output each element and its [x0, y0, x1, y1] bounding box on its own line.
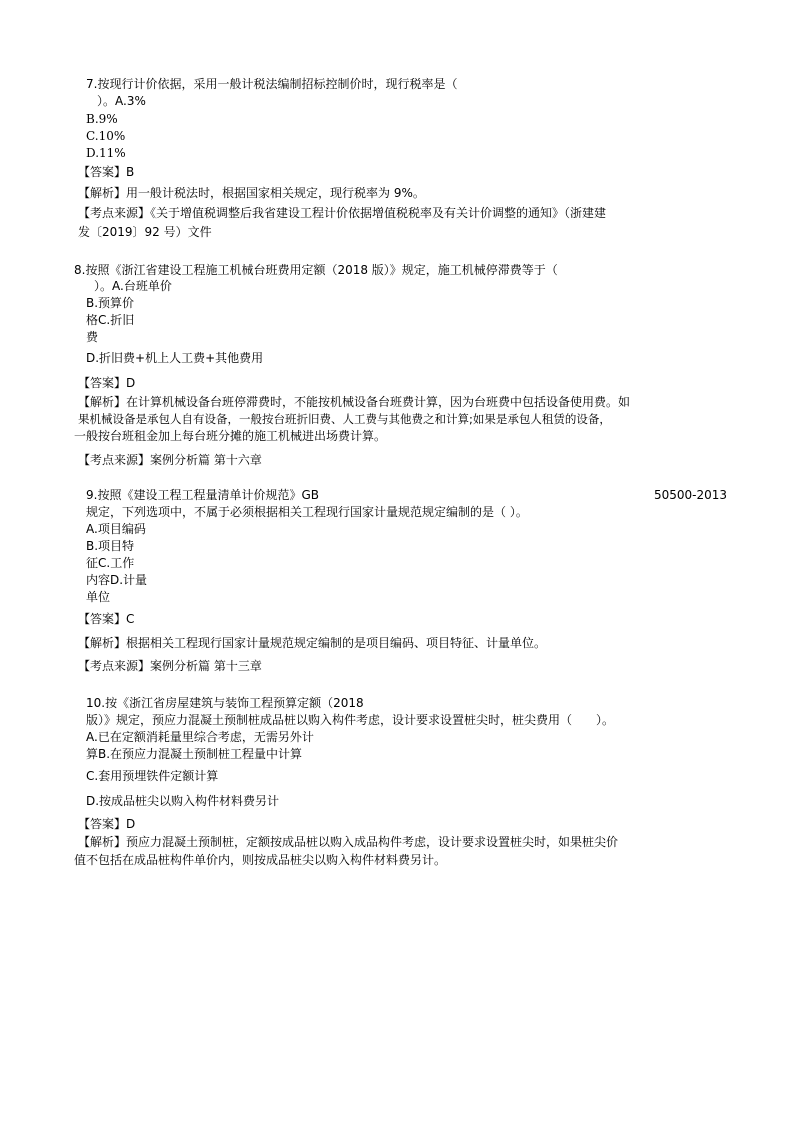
option-a: A.项目编码 [86, 522, 146, 536]
option-d: 内容D.计量 [86, 573, 148, 587]
explanation: 【解析】根据相关工程现行国家计量规范规定编制的是项目编码、项目特征、计量单位。 [78, 636, 547, 650]
option-a: ）。A.3% [97, 94, 146, 108]
option-d: D.折旧费+机上人工费+其他费用 [86, 351, 264, 365]
option-c: 征C.工作 [86, 556, 135, 570]
explanation: 【解析】用一般计税法时，根据国家相关规定，现行税率为 9%。 [78, 186, 425, 200]
answer: 【答案】D [78, 817, 136, 831]
answer: 【答案】C [78, 612, 135, 626]
question-stem: 7.按现行计价依据，采用一般计税法编制招标控制价时，现行税率是（ [86, 77, 458, 91]
option-b: B.预算价 [86, 296, 135, 310]
option-d: D.11% [86, 146, 126, 160]
explanation: 【解析】预应力混凝土预制桩，定额按成品桩以购入成品构件考虑，设计要求设置桩尖时，如果桩尖价 [78, 835, 619, 849]
answer: 【答案】D [78, 376, 136, 390]
answer: 【答案】B [78, 165, 135, 179]
source: 【考点来源】案例分析篇 第十六章 [78, 453, 262, 467]
explanation-continued: 一般按台班租金加上每台班分摊的施工机械进出场费计算。 [74, 429, 387, 443]
source-continued: 发〔2019〕92 号）文件 [78, 225, 212, 239]
explanation: 【解析】在计算机械设备台班停滞费时，不能按机械设备台班费计算，因为台班费中包括设备使用费。如 [78, 395, 631, 409]
source: 【考点来源】案例分析篇 第十三章 [78, 659, 262, 673]
option-c-continued: 费 [86, 330, 99, 344]
option-c: C.套用预埋铁件定额计算 [86, 769, 219, 783]
question-stem-code: 50500-2013 [654, 488, 728, 502]
option-c: C.10% [86, 129, 126, 143]
question-stem: 8.按照《浙江省建设工程施工机械台班费用定额（2018 版）》规定，施工机械停滞费等于（ [74, 263, 558, 277]
question-stem-continued: 版）》规定，预应力混凝土预制桩成品桩以购入构件考虑，设计要求设置桩尖时，桩尖费用（ ）。 [86, 713, 615, 727]
option-a: A.已在定额消耗量里综合考虑，无需另外计 [86, 730, 314, 744]
explanation-continued: 值不包括在成品桩构件单价内，则按成品桩尖以购入构件材料费另计。 [74, 853, 447, 867]
option-a: ）。A.台班单价 [94, 279, 172, 293]
option-b: B.项目特 [86, 539, 135, 553]
question-stem: 9.按照《建设工程工程量清单计价规范》GB [86, 488, 319, 502]
option-c: 格C.折旧 [86, 313, 135, 327]
option-b: B.9% [86, 112, 118, 126]
source: 【考点来源】《关于增值税调整后我省建设工程计价依据增值税税率及有关计价调整的通知》（浙建建 [78, 206, 607, 220]
explanation-continued: 果机械设备是承包人自有设备，一般按台班折旧费、人工费与其他费之和计算;如果是承包人租赁的设备， [78, 412, 611, 426]
question-stem: 10.按《浙江省房屋建筑与装饰工程预算定额（2018 [86, 696, 364, 710]
option-d: D.按成品桩尖以购入构件材料费另计 [86, 794, 280, 808]
option-b: 算B.在预应力混凝土预制桩工程量中计算 [86, 747, 303, 761]
option-d-continued: 单位 [86, 590, 111, 604]
question-stem-continued: 规定，下列选项中，不属于必须根据相关工程现行国家计量规范规定编制的是（ ）。 [86, 505, 528, 519]
